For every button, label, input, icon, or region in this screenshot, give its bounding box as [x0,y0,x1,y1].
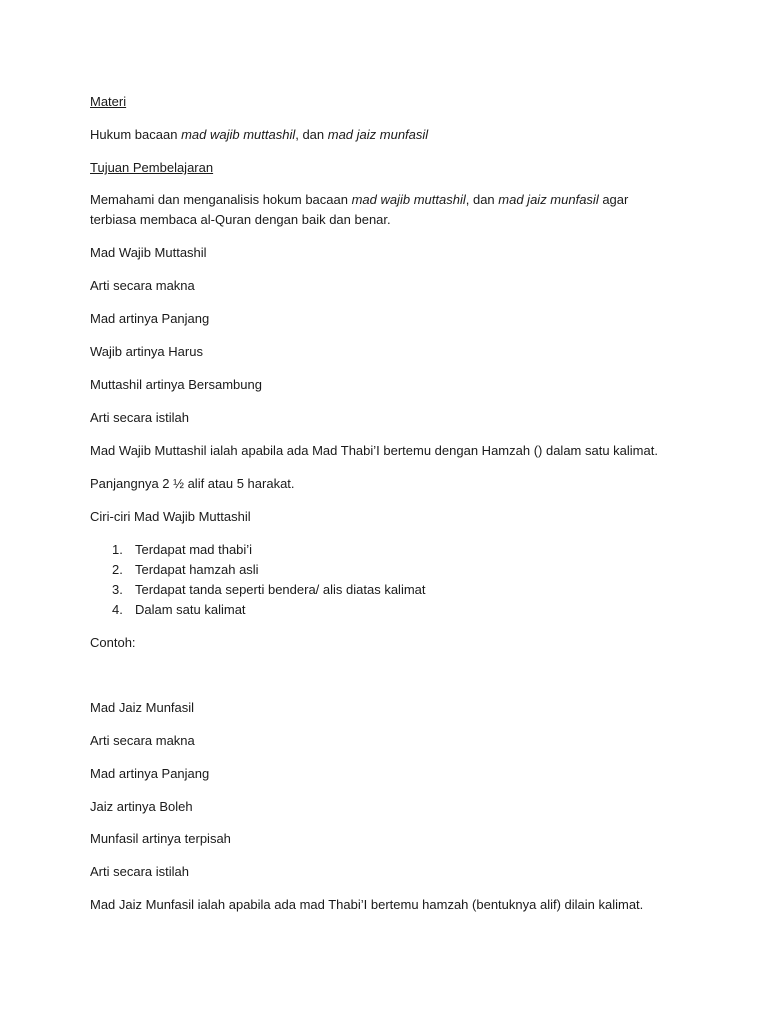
wajib-definition: Mad Wajib Muttashil ialah apabila ada Mad Thabi’I bertemu dengan Hamzah () dalam satu kalimat. [90,443,658,458]
materi-term-muttashil: mad wajib muttashil [181,127,296,142]
tujuan-text-2: , dan [465,192,499,207]
list-item-number: 1. [112,542,123,557]
wajib-mad-meaning: Mad artinya Panjang [90,311,210,326]
wajib-arti-istilah: Arti secara istilah [90,410,189,425]
list-item [90,560,426,580]
list-item-text: Dalam satu kalimat [135,602,246,617]
jaiz-jaiz-meaning: Jaiz artinya Boleh [90,799,193,814]
list-item [90,540,426,560]
tujuan-term-muttashil: mad wajib muttashil [351,192,466,207]
jaiz-title: Mad Jaiz Munfasil [90,700,195,715]
wajib-ciri-title: Ciri-ciri Mad Wajib Muttashil [90,509,251,524]
jaiz-definition: Mad Jaiz Munfasil ialah apabila ada mad Thabi’I bertemu hamzah (bentuknya alif) dilain kalimat. [90,897,644,912]
list-item [90,600,426,620]
materi-heading: Materi [90,94,127,109]
materi-line [90,125,680,145]
tujuan-heading: Tujuan Pembelajaran [90,160,214,175]
list-item [90,580,426,600]
tujuan-text-3: agar terbiasa membaca al-Quran dengan baik dan benar. [90,192,629,227]
wajib-length: Panjangnya 2 ½ alif atau 5 harakat. [90,476,295,491]
materi-term-munfasil: mad jaiz munfasil [327,127,429,142]
wajib-ciri-list [90,540,426,620]
materi-text-1: Hukum bacaan [90,127,182,142]
jaiz-arti-makna: Arti secara makna [90,733,195,748]
jaiz-munfasil-meaning: Munfasil artinya terpisah [90,831,231,846]
tujuan-term-munfasil: mad jaiz munfasil [498,192,599,207]
jaiz-mad-meaning: Mad artinya Panjang [90,766,210,781]
list-item-number: 3. [112,582,123,597]
list-item-number: 4. [112,602,123,617]
wajib-arti-makna: Arti secara makna [90,278,195,293]
list-item-text: Terdapat hamzah asli [135,562,259,577]
wajib-muttashil-meaning: Muttashil artinya Bersambung [90,377,262,392]
wajib-wajib-meaning: Wajib artinya Harus [90,344,203,359]
tujuan-paragraph [90,190,675,230]
tujuan-text-1: Memahami dan menganalisis hokum bacaan [90,192,352,207]
wajib-title: Mad Wajib Muttashil [90,245,207,260]
list-item-text: Terdapat mad thabi’i [135,542,253,557]
list-item-text: Terdapat tanda seperti bendera/ alis diatas kalimat [135,582,426,597]
materi-text-2: , dan [295,127,328,142]
wajib-contoh: Contoh: [90,635,136,650]
list-item-number: 2. [112,562,123,577]
jaiz-arti-istilah: Arti secara istilah [90,864,189,879]
